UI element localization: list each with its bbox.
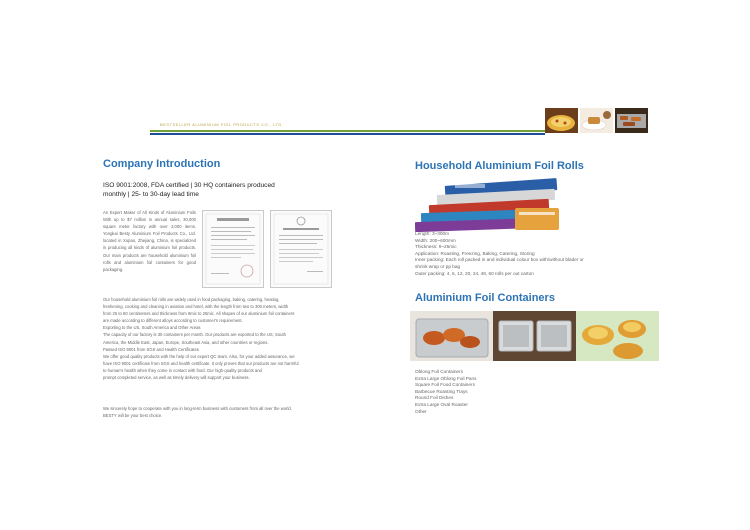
closing-text bbox=[103, 405, 335, 419]
list-item: Extra Large Oblong Foil Pans bbox=[415, 375, 477, 381]
spec-line: Application: Roasting, Freezing, Baking, Catering, Storing bbox=[415, 250, 535, 256]
list-item: Barbecue Roasting Trays bbox=[415, 388, 468, 394]
spec-line: Inner packing: Each roll packed in and individual colour box with/without blader or bbox=[415, 257, 584, 263]
closing-line: BESTY will be your best choice. bbox=[103, 413, 163, 419]
foil-containers-list bbox=[415, 369, 477, 415]
company-body-text bbox=[103, 296, 335, 381]
body-line: freshening, cooking and cleaning in aviation and hotel, with the length from two to 300 meters, width bbox=[103, 304, 289, 310]
header-photo-grill bbox=[615, 108, 648, 133]
body-line: The capacity of our factory is 30 containers per month. Our products are exported to the US, South bbox=[103, 332, 286, 338]
list-item: Square Foil Food Containers bbox=[415, 382, 475, 388]
container-photo-trays bbox=[493, 311, 576, 361]
certification-line-1: ISO 9001:2008, FDA certified | 30 HQ containers produced bbox=[103, 182, 275, 189]
header-tagline: BESTSELLER ALUMINIUM FOIL PRODUCTS CO., LTD. bbox=[160, 122, 284, 127]
container-photo-tarts bbox=[576, 311, 659, 361]
list-item: Round Foil Dishes bbox=[415, 395, 454, 401]
body-line: prompt completed service, as well as timely delivery will support your business. bbox=[103, 375, 250, 381]
container-photo-chicken bbox=[410, 311, 493, 361]
spec-line: Outer packing: 4, 6, 12, 20, 24, 48, 60 rolls per out carton bbox=[415, 270, 534, 276]
foil-containers-title: Aluminium Foil Containers bbox=[415, 292, 555, 304]
company-intro-text: An Expert Maker of All Kinds of Aluminium Foils With up to $7 million in annual sales, 30,000 square meter factory with over 3,000 items, Yongkai Besty Aluminium Foil Products Co., Ltd. located in Xupao, Zhejiang, China, is specialized in producing all kinds of aluminium foil products. Our main products are household aluminium foil rolls and aluminium foil containers for good packaging. bbox=[103, 210, 196, 272]
header-rule-blue bbox=[150, 133, 545, 135]
body-line: Exporting to the US, South America and Other Areas bbox=[103, 325, 201, 331]
foil-rolls-specs bbox=[415, 231, 584, 277]
list-item: Oblong Foil Containers bbox=[415, 369, 463, 374]
body-line: to human's health when they come in contact with food. Our high-quality products and bbox=[103, 367, 262, 373]
body-line: from 25 to 60 centimeters and thickness from 9mic to 25mic. All shapes of our aluminium foil containers bbox=[103, 311, 295, 317]
certificate-image-2 bbox=[270, 210, 332, 288]
company-intro-title: Company Introduction bbox=[103, 158, 221, 170]
spec-line: Width: 200~600mm bbox=[415, 237, 456, 243]
header-rule-green bbox=[150, 130, 545, 132]
spec-line: Thickness: 9~25mic bbox=[415, 244, 457, 250]
list-item: Other bbox=[415, 408, 427, 414]
body-line: America, the Middle East, Japan, Europe, Southeast Asia, and other countries or regions. bbox=[103, 339, 269, 345]
header-photo-dessert bbox=[580, 108, 613, 133]
closing-line: We sincerely hope to cooperate with you in long-term business with customers from all over the world. bbox=[103, 406, 292, 411]
spec-line: shrink wrap or pp bag bbox=[415, 263, 461, 269]
certification-line-2: monthly | 25- to 30-day lead time bbox=[103, 191, 199, 198]
foil-rolls-title: Household Aluminium Foil Rolls bbox=[415, 160, 584, 172]
spec-line: Length: 3~300m bbox=[415, 231, 450, 236]
body-line: have ISO 9001 certificate from SGS and health certificate. It only proves that our products are not harmful bbox=[103, 360, 299, 366]
body-line: We offer good quality products with the help of our expert QC team. Also, for your added assurance, we bbox=[103, 353, 295, 359]
body-line: Passed ISO 9001 from SGS and Health Certificates bbox=[103, 346, 199, 352]
certificate-image-1 bbox=[202, 210, 264, 288]
header-photo-pizza bbox=[545, 108, 578, 133]
foil-rolls-photo bbox=[415, 178, 562, 232]
body-line: Our household aluminium foil rolls are widely used in food packaging, baking, catering, heating, bbox=[103, 297, 280, 302]
list-item: Extra Large Oval Roaster bbox=[415, 401, 468, 407]
body-line: are made according to different alloys according to customer's requirement. bbox=[103, 318, 243, 324]
